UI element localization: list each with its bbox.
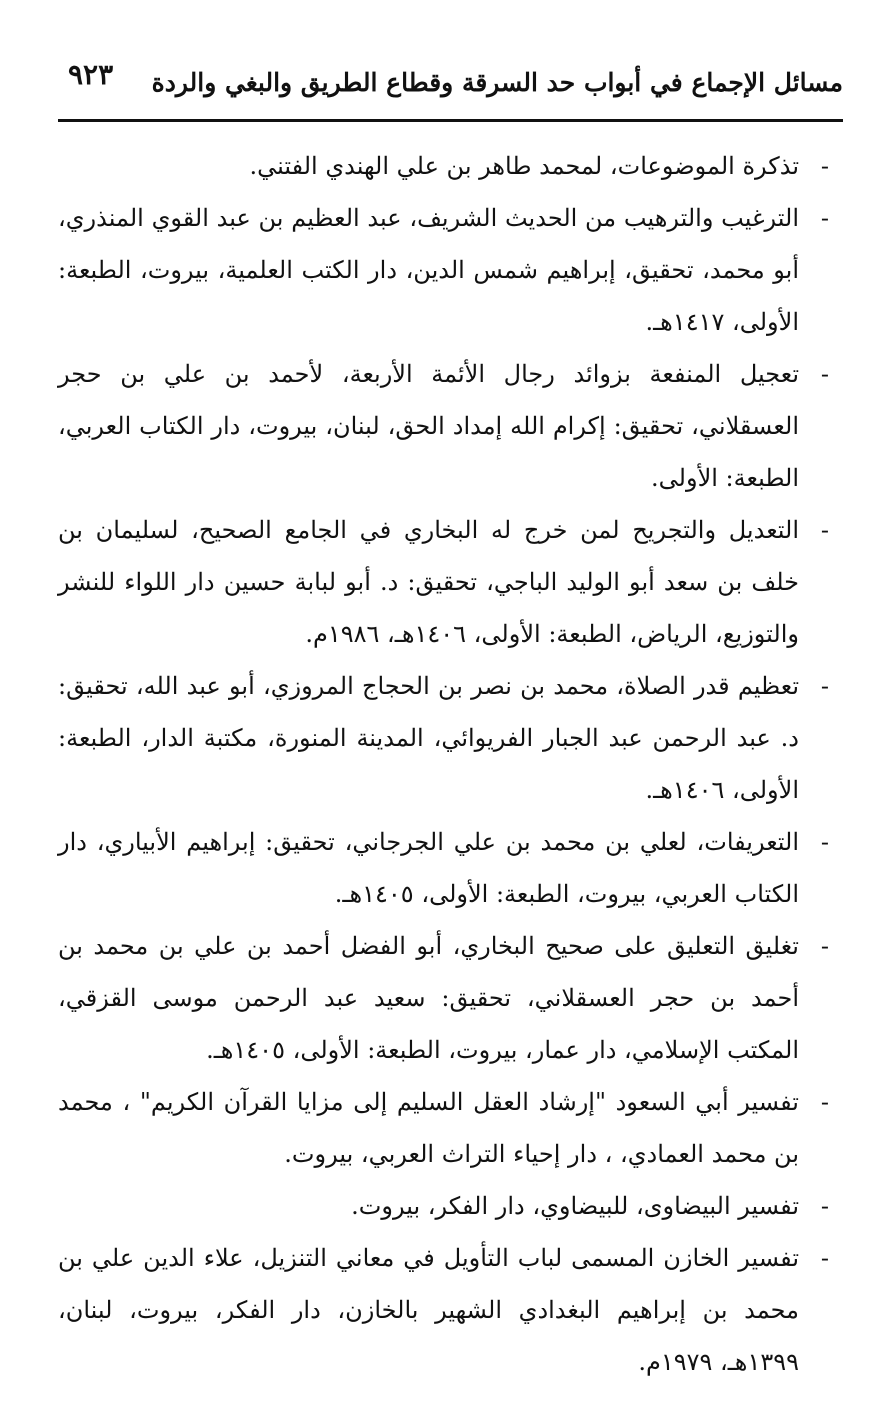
entry-text: تعظيم قدر الصلاة، محمد بن نصر بن الحجاج المروزي، أبو عبد الله، تحقيق: د. عبد الرحمن عبد الجبار الفريوائي، المدينة المنورة، مكتبة الدار، الطبعة: الأولى، ١٤٠٦هـ.	[58, 672, 799, 804]
entry-dash: -	[820, 828, 829, 856]
entry-dash: -	[820, 1088, 829, 1116]
entry-text: تغليق التعليق على صحيح البخاري، أبو الفضل أحمد بن علي بن محمد بن أحمد بن حجر العسقلاني، تحقيق: سعيد عبد الرحمن موسى القزقي، المكتب الإسلامي، دار عمار، بيروت، الطبعة: الأولى، ١٤٠٥هـ.	[58, 932, 799, 1064]
bibliography-entry	[58, 1232, 829, 1388]
entry-dash: -	[820, 932, 829, 960]
entry-text: تفسير أبي السعود "إرشاد العقل السليم إلى مزايا القرآن الكريم" ، محمد بن محمد العمادي، ، دار إحياء التراث العربي، بيروت.	[58, 1088, 799, 1168]
bibliography-list	[58, 140, 829, 1388]
page-header	[60, 58, 843, 120]
entry-text: الترغيب والترهيب من الحديث الشريف، عبد العظيم بن عبد القوي المنذري، أبو محمد، تحقيق، إبراهيم شمس الدين، دار الكتب العلمية، بيروت، الطبعة: الأولى، ١٤١٧هـ.	[58, 204, 799, 336]
entry-text: تعجيل المنفعة بزوائد رجال الأئمة الأربعة، لأحمد بن علي بن حجر العسقلاني، تحقيق: إكرام الله إمداد الحق، لبنان، بيروت، دار الكتاب العربي، الطبعة: الأولى.	[58, 360, 799, 492]
entry-dash: -	[820, 1244, 829, 1272]
bibliography-entry	[58, 816, 829, 920]
entry-dash: -	[820, 672, 829, 700]
entry-text: تفسير البيضاوى، للبيضاوي، دار الفكر، بيروت.	[351, 1192, 799, 1220]
page-number: ٩٢٣	[68, 58, 114, 91]
entry-text: تذكرة الموضوعات، لمحمد طاهر بن علي الهندي الفتني.	[249, 152, 799, 180]
entry-dash: -	[820, 360, 829, 388]
bibliography-entry	[58, 1180, 829, 1232]
entry-text: التعريفات، لعلي بن محمد بن علي الجرجاني، تحقيق: إبراهيم الأبياري، دار الكتاب العربي، بيروت، الطبعة: الأولى، ١٤٠٥هـ.	[58, 828, 799, 908]
entry-text: التعديل والتجريح لمن خرج له البخاري في الجامع الصحيح، لسليمان بن خلف بن سعد أبو الوليد الباجي، تحقيق: د. أبو لبابة حسين دار اللواء للنشر والتوزيع، الرياض، الطبعة: الأولى، ١٤٠٦هـ، ١٩٨٦م.	[58, 516, 799, 648]
header-rule	[58, 119, 843, 122]
bibliography-entry	[58, 140, 829, 192]
entry-text: تفسير الخازن المسمى لباب التأويل في معاني التنزيل، علاء الدين علي بن محمد بن إبراهيم البغدادي الشهير بالخازن، دار الفكر، بيروت، لبنان، ١٣٩٩هـ، ١٩٧٩م.	[58, 1244, 799, 1376]
bibliography-entry	[58, 1076, 829, 1180]
entry-dash: -	[820, 516, 829, 544]
bibliography-entry	[58, 348, 829, 504]
running-title: مسائل الإجماع في أبواب حد السرقة وقطاع الطريق والبغي والردة	[151, 68, 843, 97]
entry-dash: -	[820, 152, 829, 180]
bibliography-entry	[58, 660, 829, 816]
bibliography-entry	[58, 920, 829, 1076]
entry-dash: -	[820, 1192, 829, 1220]
entry-dash: -	[820, 204, 829, 232]
bibliography-entry	[58, 504, 829, 660]
bibliography-entry	[58, 192, 829, 348]
